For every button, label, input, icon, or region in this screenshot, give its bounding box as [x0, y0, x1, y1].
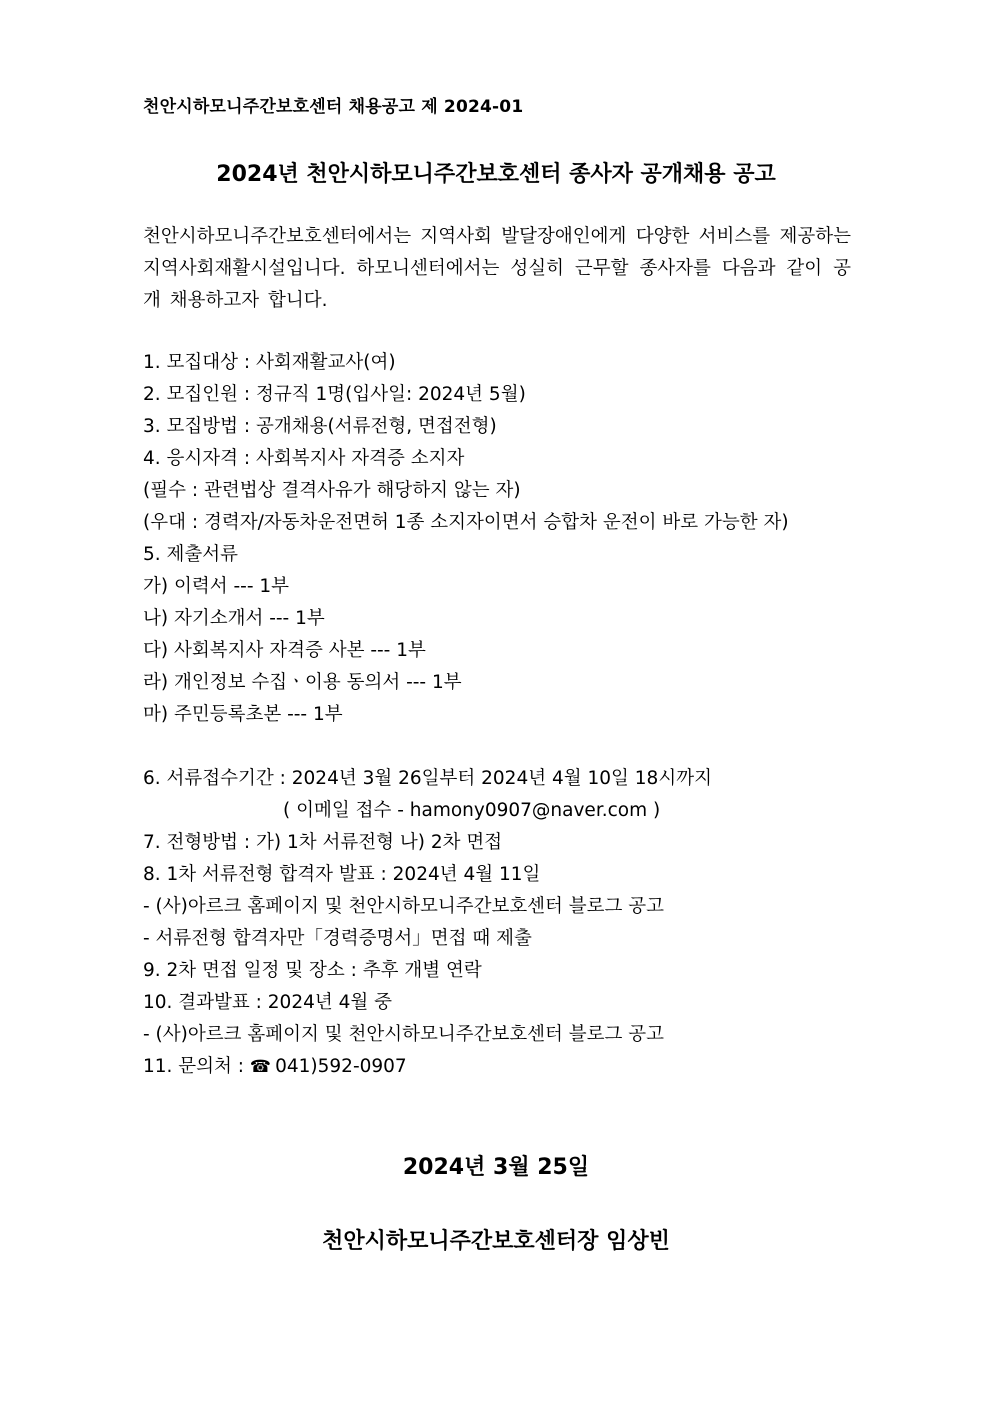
notice-date: 2024년 3월 25일	[402, 1155, 590, 1180]
item-first-result: 8. 1차 서류전형 합격자 발표 : 2024년 4월 11일	[143, 864, 541, 885]
item-recruit-target: 1. 모집대상 : 사회재활교사(여)	[143, 352, 396, 373]
item-selection-method: 7. 전형방법 : 가) 1차 서류전형 나) 2차 면접	[143, 832, 503, 853]
contact-phone-number: 041)592-0907	[275, 1056, 407, 1077]
first-result-note-blog: - (사)아르크 홈페이지 및 천안시하모니주간보호센터 블로그 공고	[143, 896, 665, 917]
item-required-note: (필수 : 관련법상 결격사유가 해당하지 않는 자)	[143, 480, 521, 501]
phone-icon: ☎	[249, 1057, 272, 1077]
final-result-note-blog: - (사)아르크 홈페이지 및 천안시하모니주간보호센터 블로그 공고	[143, 1024, 665, 1045]
item-qualification: 4. 응시자격 : 사회복지사 자격증 소지자	[143, 448, 465, 469]
spacer	[143, 731, 883, 763]
item-final-result: 10. 결과발표 : 2024년 4월 중	[143, 992, 393, 1013]
item-interview-schedule: 9. 2차 면접 일정 및 장소 : 추후 개별 연락	[143, 960, 482, 981]
page-title: 2024년 천안시하모니주간보호센터 종사자 공개채용 공고	[216, 162, 776, 187]
notice-number: 천안시하모니주간보호센터 채용공고 제 2024-01	[143, 97, 524, 117]
contact-label: 11. 문의처 :	[143, 1056, 245, 1077]
document-self-intro: 나) 자기소개서 --- 1부	[143, 608, 325, 629]
item-preferred-note: (우대 : 경력자/자동차운전면허 1종 소지자이면서 승합차 운전이 바로 가능한 자)	[143, 512, 789, 533]
item-recruit-method: 3. 모집방법 : 공개채용(서류전형, 면접전형)	[143, 416, 497, 437]
item-application-period: 6. 서류접수기간 : 2024년 3월 26일부터 2024년 4월 10일 18시까지	[143, 768, 712, 789]
document-resume: 가) 이력서 --- 1부	[143, 576, 290, 597]
email-submission: ( 이메일 접수 - hamony0907@naver.com )	[283, 800, 661, 821]
intro-paragraph: 천안시하모니주간보호센터에서는 지역사회 발달장애인에게 다양한 서비스를 제공하는 지역사회재활시설입니다. 하모니센터에서는 성실히 근무할 종사자를 다음과 같이 공개 채용하고자 합니다.	[143, 226, 851, 311]
first-result-note-certificate: - 서류전형 합격자만「경력증명서」면접 때 제출	[143, 928, 532, 949]
document-resident-abstract: 마) 주민등록초본 --- 1부	[143, 704, 343, 725]
director-signature: 천안시하모니주간보호센터장 임상빈	[322, 1229, 670, 1254]
document-license-copy: 다) 사회복지사 자격증 사본 --- 1부	[143, 640, 426, 661]
item-recruit-count: 2. 모집인원 : 정규직 1명(입사일: 2024년 5월)	[143, 384, 526, 405]
item-documents: 5. 제출서류	[143, 544, 239, 565]
recruitment-items	[143, 347, 883, 1083]
item-contact	[143, 1051, 883, 1083]
document-privacy-consent: 라) 개인정보 수집ㆍ이용 동의서 --- 1부	[143, 672, 462, 693]
